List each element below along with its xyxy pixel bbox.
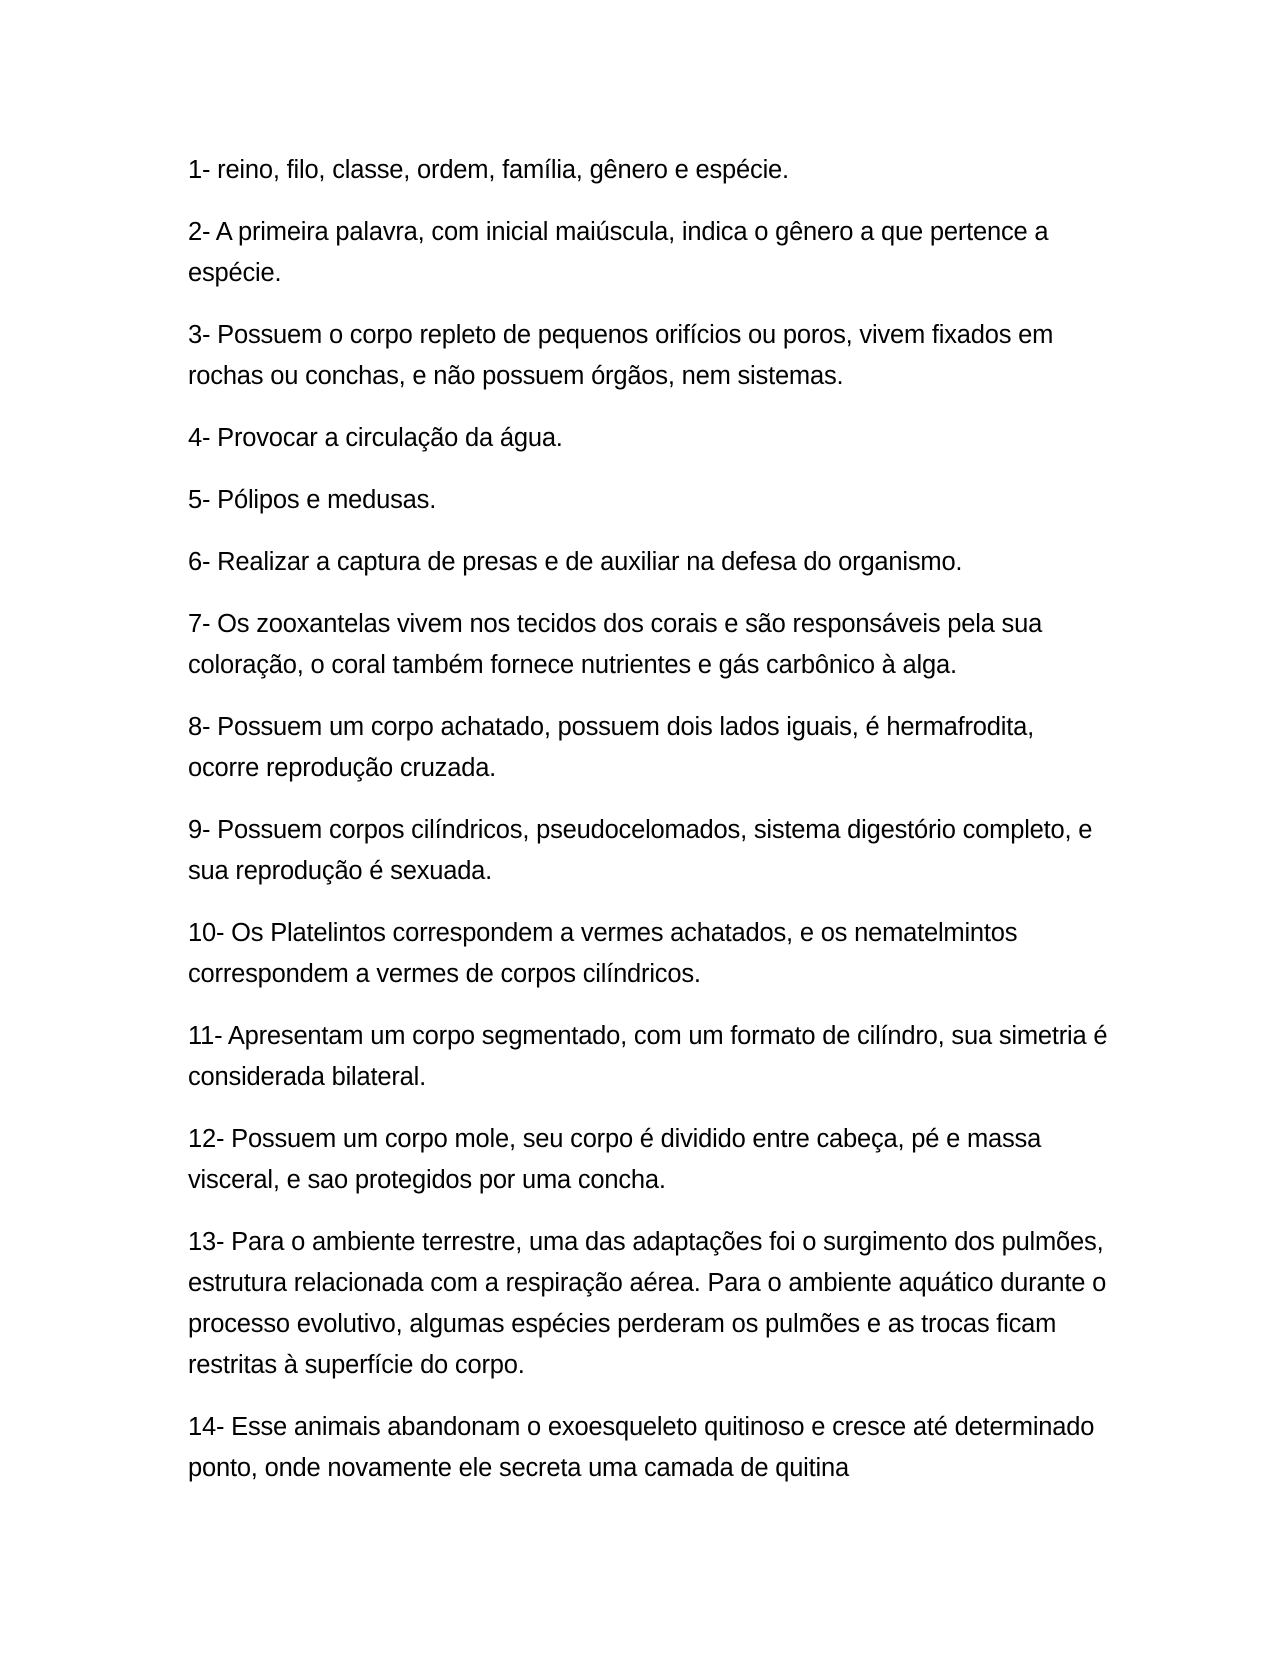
answer-1: 1- reino, filo, classe, ordem, família, gênero e espécie.	[188, 156, 789, 184]
answer-4: 4- Provocar a circulação da água.	[188, 424, 563, 452]
answer-6: 6- Realizar a captura de presas e de auxiliar na defesa do organismo.	[188, 548, 963, 576]
answer-5: 5- Pólipos e medusas.	[188, 486, 437, 514]
answer-12: 12- Possuem um corpo mole, seu corpo é dividido entre cabeça, pé e massa visceral, e sao protegidos por uma concha.	[188, 1125, 1042, 1194]
document-body	[188, 150, 1108, 1510]
answer-7: 7- Os zooxantelas vivem nos tecidos dos corais e são responsáveis pela sua coloração, o coral também fornece nutrientes e gás carbônico à alga.	[188, 610, 1043, 679]
answer-3: 3- Possuem o corpo repleto de pequenos orifícios ou poros, vivem fixados em rochas ou conchas, e não possuem órgãos, nem sistemas.	[188, 321, 1054, 390]
answer-9: 9- Possuem corpos cilíndricos, pseudocelomados, sistema digestório completo, e sua reprodução é sexuada.	[188, 816, 1093, 885]
answer-2: 2- A primeira palavra, com inicial maiúscula, indica o gênero a que pertence a espécie.	[188, 218, 1049, 287]
answer-14: 14- Esse animais abandonam o exoesqueleto quitinoso e cresce até determinado ponto, onde novamente ele secreta uma camada de quitina	[188, 1413, 1095, 1482]
answer-11: 11- Apresentam um corpo segmentado, com um formato de cilíndro, sua simetria é considerada bilateral.	[188, 1022, 1108, 1091]
answer-13: 13- Para o ambiente terrestre, uma das adaptações foi o surgimento dos pulmões, estrutura relacionada com a respiração aérea. Para o ambiente aquático durante o processo evolutivo, algumas espécies perderam os pulmões e as trocas ficam restritas à superfície do corpo.	[188, 1228, 1107, 1379]
answer-8: 8- Possuem um corpo achatado, possuem dois lados iguais, é hermafrodita, ocorre reprodução cruzada.	[188, 713, 1034, 782]
answer-10: 10- Os Platelintos correspondem a vermes achatados, e os nematelmintos correspondem a vermes de corpos cilíndricos.	[188, 919, 1018, 988]
